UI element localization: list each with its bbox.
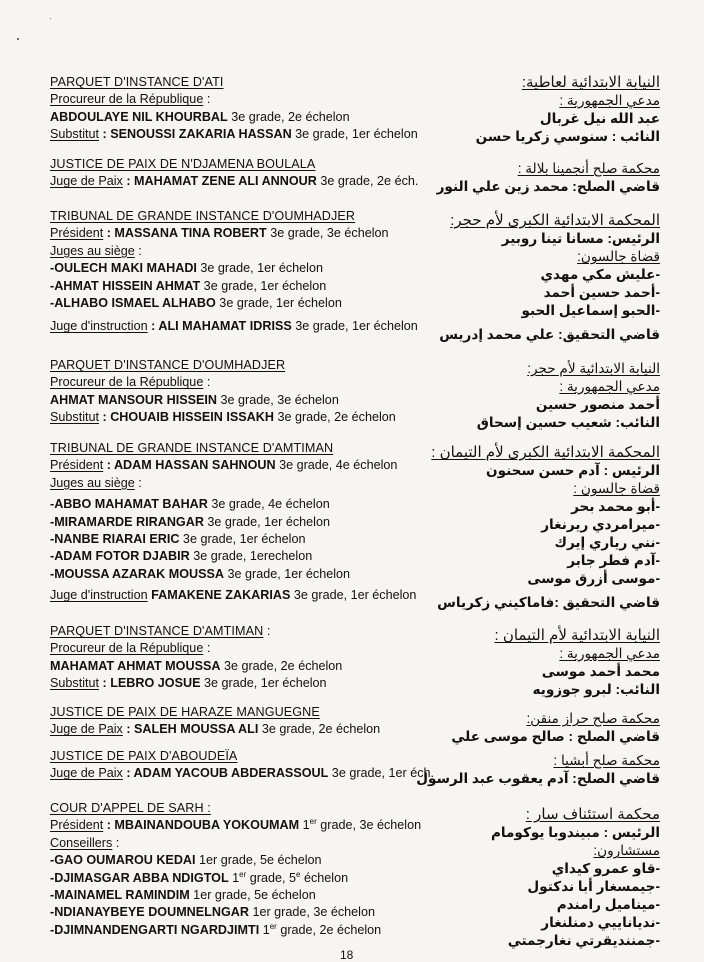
person-name: -MAINAMEL RAMINDIM [50, 888, 190, 903]
section-title: النيابة الابتدائية لأم التيمان : [494, 627, 660, 644]
fr-section-cour-appel-sarh [50, 800, 470, 939]
person-line: قاضي التحقيق :فاماكيني زكرياس [437, 595, 660, 610]
person-line [50, 870, 470, 887]
person-name: -قاو عمرو كيداي [551, 861, 660, 876]
section-title: المحكمة الابتدائية الكبرى لأم التيمان : [431, 444, 660, 461]
grade-sup: er [269, 921, 277, 931]
person-name: أحمد منصور حسين [535, 397, 660, 412]
colon: : [203, 641, 211, 656]
ar-section-cour-appel-sarh [425, 806, 660, 950]
grade-sup: e [296, 869, 301, 879]
section-title: النيابة الابتدائية لعاطية: [521, 74, 660, 91]
person-name: -AHMAT HISSEIN AHMAT [50, 278, 201, 293]
grade [229, 871, 348, 885]
person-line: قاضي التحقيق: علي محمد إدريس [439, 327, 660, 342]
person-line [50, 548, 470, 565]
person-name: -أبو محمد بحر [571, 499, 660, 514]
section-title: PARQUET D'INSTANCE D'ATI [50, 75, 224, 89]
person-name: : SALEH MOUSSA ALI [122, 722, 259, 737]
section-title: JUSTICE DE PAIX D'ABOUDEÏA [50, 749, 238, 763]
grade-sup: er [309, 817, 317, 827]
person-name: -نني رياري إيرك [554, 535, 660, 550]
role-label: Procureur de la République [50, 641, 204, 656]
person-line [50, 278, 470, 295]
role-label: Juge de Paix [50, 766, 123, 781]
role-line [50, 835, 470, 852]
role-label: Procureur de la République [50, 375, 204, 390]
colon: : [134, 243, 142, 258]
section-title-line [50, 623, 470, 640]
role-label: مدعي الجمهورية : [559, 646, 660, 661]
person-name: -NDIANAYBEYE DOUMNELNGAR [50, 905, 249, 920]
grade: 3e grade, 2e échelon [220, 658, 343, 673]
role-label: Juges au siège [50, 475, 135, 490]
grade: 1er grade, 5e échelon [195, 853, 322, 868]
person-line [50, 260, 470, 277]
grade: 3e grade, 3e échelon [266, 226, 389, 241]
grade: 3e grade, 2e échelon [273, 410, 396, 425]
person-line [50, 409, 470, 426]
person-line: النائب : سنوسي زكريا حسن [475, 129, 660, 144]
grade: 3e grade, 3e échelon [216, 392, 339, 407]
colon: : [112, 835, 120, 850]
person-line [50, 457, 470, 474]
fr-section-jp-boulala [50, 156, 470, 191]
fr-section-tgi-amtiman [50, 440, 470, 605]
colon: : [134, 475, 142, 490]
section-title: PARQUET D'INSTANCE D'OUMHADJER [50, 358, 286, 372]
grade-sup: er [239, 869, 247, 879]
grade: 3e grade, 4e échelon [207, 497, 330, 512]
section-title: JUSTICE DE PAIX DE N'DJAMENA BOULALA [50, 157, 316, 171]
person-name: AHMAT MANSOUR HISSEIN [50, 392, 217, 407]
person-name: FAMAKENE ZAKARIAS [147, 588, 291, 603]
person-line [50, 721, 470, 738]
grade-part: 1 [259, 922, 270, 937]
grade-part: 1 [299, 818, 310, 833]
person-line [50, 587, 470, 604]
person-name: : CHOUAIB HISSEIN ISSAKH [99, 410, 274, 425]
role-line [50, 475, 470, 492]
person-name: محمد أحمد موسى [541, 664, 660, 679]
ar-section-tgi-amtiman [425, 444, 660, 612]
person-line [50, 887, 470, 904]
person-line [50, 318, 470, 335]
person-name: : MBAINANDOUBA YOKOUMAM [103, 818, 300, 833]
grade: 3e grade, 1er échelon [215, 296, 342, 311]
person-name: ABDOULAYE NIL KHOURBAL [50, 109, 228, 124]
ar-section-parquet-amtiman [425, 627, 660, 699]
person-line: النائب: شعيب حسين إسحاق [476, 415, 660, 430]
person-name: : ADAM HASSAN SAHNOUN [103, 458, 276, 473]
grade [299, 818, 421, 832]
section-title: TRIBUNAL DE GRANDE INSTANCE D'OUMHADJER [50, 209, 356, 223]
grade: 3e grade, 1er échelon [291, 127, 418, 142]
person-name: -OULECH MAKI MAHADI [50, 261, 197, 276]
scan-speck [50, 18, 51, 19]
ar-section-parquet-oumhadjer [425, 360, 660, 432]
role-label: Juge de Paix [50, 722, 123, 737]
section-title: JUSTICE DE PAIX DE HARAZE MANGUEGNE [50, 705, 320, 719]
person-name: -ABBO MAHAMAT BAHAR [50, 497, 208, 512]
colon: : [263, 624, 271, 638]
person-line [50, 531, 470, 548]
role-label: Juges au siège [50, 243, 135, 258]
person-name: -الحبو إسماعيل الحبو [521, 303, 660, 318]
section-title: محكمة صلح حراز منقن: [526, 711, 660, 726]
person-line: الرئيس : مبيندوبا يوكومام [490, 825, 660, 840]
grade-part: échelon [300, 870, 349, 885]
person-name: -ADAM FOTOR DJABIR [50, 549, 190, 564]
person-name: -موسى أزرق موسى [527, 571, 660, 586]
grade: 3e grade, 1er échelon [203, 514, 330, 529]
person-line: النائب: لبرو جوزويه [532, 682, 660, 697]
grade: 3e grade, 1er échelon [200, 278, 327, 293]
grade: 1er grade, 5e échelon [189, 888, 316, 903]
grade-part: 1 [228, 870, 240, 885]
person-line: قاضي الصلح: آدم يعقوب عبد الرسول [416, 771, 660, 786]
role-label: Juge d'instruction [50, 319, 148, 334]
ar-section-tgi-oumhadjer [425, 212, 660, 344]
page-number: 18 [340, 948, 354, 962]
grade: 3e grade, 4e échelon [275, 458, 398, 473]
role-label: Substitut [50, 676, 100, 691]
grade: 3e grade, 1er échelon [196, 261, 323, 276]
grade: 3e grade, 1er échelon [290, 588, 417, 603]
section-title: محكمة صلح أبشيا : [553, 753, 660, 768]
person-line [50, 817, 470, 834]
person-name: MAHAMAT AHMAT MOUSSA [50, 658, 221, 673]
person-name: -ميناميل رامندم [556, 897, 660, 912]
person-line: قاضي الصلح : صالح موسى علي [451, 729, 660, 744]
person-line [50, 126, 470, 143]
role-label: Juge de Paix [50, 174, 123, 189]
person-line [50, 765, 470, 782]
grade: 3e grade, 1er échelon [223, 566, 351, 581]
role-line [50, 640, 470, 657]
person-name: -DJIMASGAR ABBA NDIGTOL [50, 870, 229, 885]
person-name: : LEBRO JOSUE [99, 676, 201, 691]
fr-section-jp-aboudeia [50, 748, 470, 783]
grade: 3e grade, 2e échelon [227, 109, 350, 124]
fr-section-jp-haraze [50, 704, 470, 739]
person-line [50, 566, 470, 583]
role-label: Président [50, 458, 104, 473]
section-title: PARQUET D'INSTANCE D'AMTIMAN [50, 624, 264, 638]
role-label: Substitut [50, 410, 100, 425]
section-title: النيابة الابتدائية لأم حجر: [527, 361, 660, 376]
role-label: مدعي الجمهورية : [559, 379, 660, 394]
role-label: قضاة جالسون: [577, 249, 660, 264]
fr-section-parquet-oumhadjer [50, 357, 470, 427]
person-name: : MASSANA TINA ROBERT [103, 226, 267, 241]
person-name: -GAO OUMAROU KEDAI [50, 853, 196, 868]
grade-part: grade, 3e échelon [316, 818, 422, 833]
role-label: Président [50, 818, 104, 833]
person-line [50, 392, 470, 409]
person-line [50, 295, 470, 312]
grade: 3e grade, 1erechelon [189, 549, 313, 564]
role-label: Substitut [50, 127, 100, 142]
role-label: Président [50, 226, 104, 241]
person-line [50, 904, 470, 921]
fr-section-tgi-oumhadjer [50, 208, 470, 336]
grade: 3e grade, 2e éch. [316, 174, 419, 189]
role-label: مدعي الجمهورية : [559, 93, 660, 108]
person-name: : ADAM YACOUB ABDERASSOUL [122, 766, 329, 781]
person-name: -آدم فطر جابر [567, 553, 660, 568]
person-name: -ALHABO ISMAEL ALHABO [50, 296, 216, 311]
person-name: -NANBE RIARAI ERIC [50, 532, 180, 547]
person-name: : MAHAMAT ZENE ALI ANNOUR [122, 174, 317, 189]
person-line [50, 173, 470, 190]
section-title: COUR D'APPEL DE SARH : [50, 801, 211, 815]
ar-section-jp-haraze [425, 710, 660, 746]
person-name: -جيمسغار أبا ندكتول [527, 879, 660, 894]
person-name: -MIRAMARDE RIRANGAR [50, 514, 204, 529]
ar-section-jp-aboudeia [416, 752, 660, 788]
section-title: TRIBUNAL DE GRANDE INSTANCE D'AMTIMAN [50, 441, 334, 455]
person-name: : ALI MAHAMAT IDRISS [147, 319, 292, 334]
person-line [50, 225, 470, 242]
role-line [50, 374, 470, 391]
role-label: Juge d'instruction [50, 588, 148, 603]
person-name: -أحمد حسين أحمد [543, 285, 660, 300]
fr-section-parquet-ati [50, 74, 470, 144]
ar-section-parquet-ati [425, 74, 660, 146]
person-line: قاضي الصلح: محمد زين علي النور [436, 179, 660, 194]
grade: 3e grade, 1er échelon [200, 676, 327, 691]
grade-part: grade, 5 [246, 870, 297, 885]
role-label: قضاة جالسون : [573, 481, 660, 496]
person-line [50, 109, 470, 126]
person-name: -ندياناييي دمنلنغار [541, 915, 660, 930]
role-label: مستشارون: [593, 843, 660, 858]
role-label: Conseillers [50, 835, 113, 850]
person-name: -جمننديقرتي نغارجمتي [507, 933, 660, 948]
fr-section-parquet-amtiman [50, 623, 470, 693]
person-line [50, 922, 470, 939]
grade: 3e grade, 2e échelon [258, 722, 381, 737]
ar-section-jp-boulala [425, 160, 660, 196]
scan-speck [17, 38, 19, 40]
section-title: محكمة استئناف سار : [525, 806, 660, 823]
person-name: : SENOUSSI ZAKARIA HASSAN [99, 127, 292, 142]
role-label: Procureur de la République [50, 92, 204, 107]
grade [259, 923, 381, 937]
section-title: محكمة صلح أنجمينا بلالة : [517, 161, 660, 176]
person-line [50, 496, 470, 513]
person-name: عبد الله نيل غربال [539, 111, 660, 126]
colon: : [203, 375, 211, 390]
person-name: -ميرامردي ريرنغار [541, 517, 660, 532]
person-line [50, 658, 470, 675]
grade: 3e grade, 1er échelon [179, 532, 306, 547]
colon: : [203, 92, 211, 107]
grade-part: grade, 2e échelon [276, 922, 382, 937]
person-line [50, 514, 470, 531]
role-line [50, 91, 470, 108]
role-line [50, 243, 470, 260]
person-line [50, 675, 470, 692]
person-name: -MOUSSA AZARAK MOUSSA [50, 566, 224, 581]
person-name: -DJIMNANDENGARTI NGARDJIMTI [50, 922, 260, 937]
person-line: الرئيس: مسانا تينا روبير [501, 231, 660, 246]
grade: 3e grade, 1er échelon [291, 319, 418, 334]
person-line [50, 852, 470, 869]
person-line: الرئيس : آدم حسن سحنون [485, 463, 660, 478]
section-title: المحكمة الابتدائية الكبرى لأم حجر: [450, 212, 660, 229]
person-name: -عليش مكي مهدي [540, 267, 660, 282]
grade: 1er grade, 3e échelon [248, 905, 375, 920]
grade: 3e grade, 1er éch. [328, 766, 435, 781]
